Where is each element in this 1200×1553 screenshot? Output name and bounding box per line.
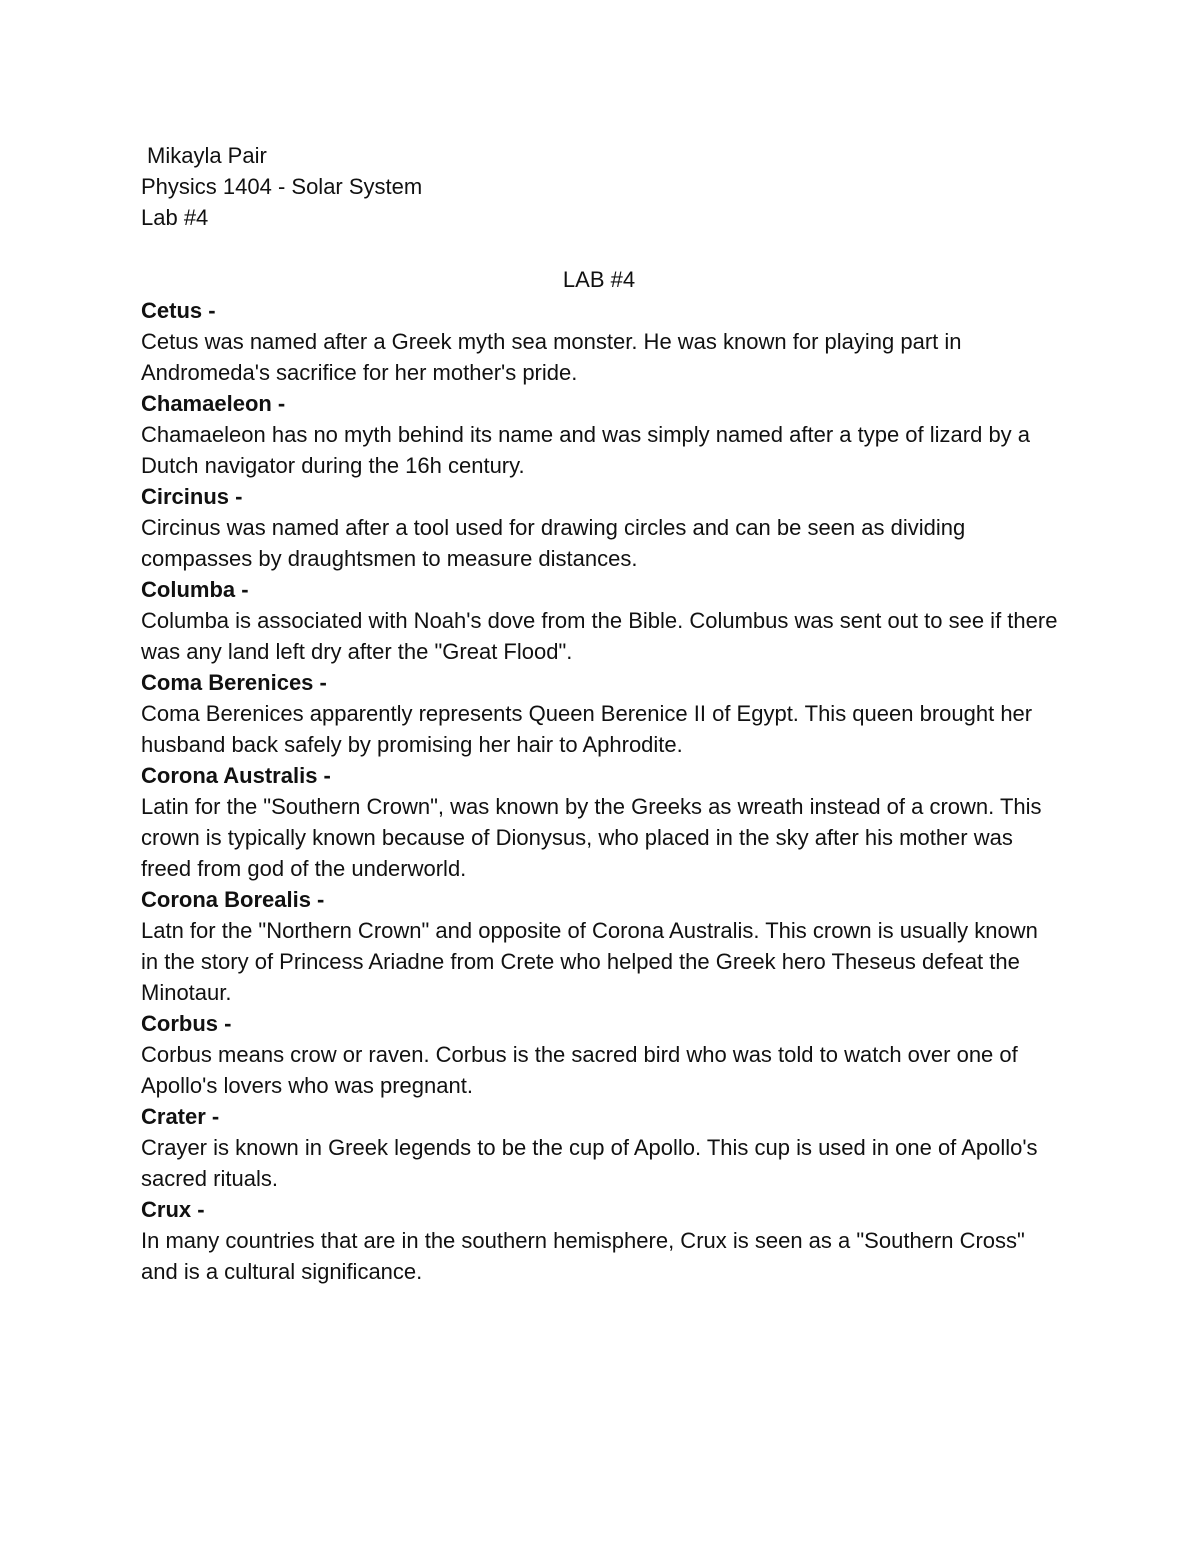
entry-title: Corbus - [141, 1011, 232, 1036]
course-name: Physics 1404 - Solar System [141, 174, 423, 199]
lab-label: Lab #4 [141, 205, 209, 230]
entry [141, 667, 1061, 760]
entry-body: Latin for the "Southern Crown", was known by the Greeks as wreath instead of a crown. This crown is typically known because of Dionysus, who placed in the sky after his mother was freed from god of the underworld. [141, 794, 1042, 881]
entry [141, 884, 1061, 1008]
entry-body: Circinus was named after a tool used for drawing circles and can be seen as dividing compasses by draughtsmen to measure distances. [141, 515, 966, 571]
entry [141, 1008, 1061, 1101]
entry [141, 1194, 1061, 1287]
entry-title: Crux - [141, 1197, 205, 1222]
page-title: LAB #4 [562, 267, 636, 292]
author-name: Mikayla Pair [147, 143, 267, 168]
entry [141, 388, 1061, 481]
entry-title: Corona Australis - [141, 763, 331, 788]
entry [141, 295, 1061, 388]
entry [141, 1101, 1061, 1194]
entry [141, 574, 1061, 667]
entry-title: Coma Berenices - [141, 670, 327, 695]
entry-title: Corona Borealis - [141, 887, 325, 912]
entry-title: Crater - [141, 1104, 220, 1129]
entry-body: Crayer is known in Greek legends to be the cup of Apollo. This cup is used in one of Apollo's sacred rituals. [141, 1135, 1038, 1191]
entry-title: Columba - [141, 577, 249, 602]
entry-title: Chamaeleon - [141, 391, 286, 416]
entry-body: Cetus was named after a Greek myth sea monster. He was known for playing part in Andromeda's sacrifice for her mother's pride. [141, 329, 962, 385]
spacer [141, 233, 1061, 264]
entry-body: Columba is associated with Noah's dove from the Bible. Columbus was sent out to see if there was any land left dry after the "Great Flood". [141, 608, 1058, 664]
entry-body: Chamaeleon has no myth behind its name and was simply named after a type of lizard by a Dutch navigator during the 16h century. [141, 422, 1031, 478]
entry [141, 760, 1061, 884]
entry-body: Latn for the "Northern Crown" and opposite of Corona Australis. This crown is usually known in the story of Princess Ariadne from Crete who helped the Greek hero Theseus defeat the Minotaur. [141, 918, 1038, 1005]
entry-title: Cetus - [141, 298, 216, 323]
document-content [141, 140, 1061, 1287]
entry-body: In many countries that are in the southern hemisphere, Crux is seen as a "Southern Cross" and is a cultural significance. [141, 1228, 1025, 1284]
entry [141, 481, 1061, 574]
entry-body: Coma Berenices apparently represents Queen Berenice II of Egypt. This queen brought her husband back safely by promising her hair to Aphrodite. [141, 701, 1033, 757]
entry-title: Circinus - [141, 484, 243, 509]
entry-body: Corbus means crow or raven. Corbus is the sacred bird who was told to watch over one of Apollo's lovers who was pregnant. [141, 1042, 1018, 1098]
